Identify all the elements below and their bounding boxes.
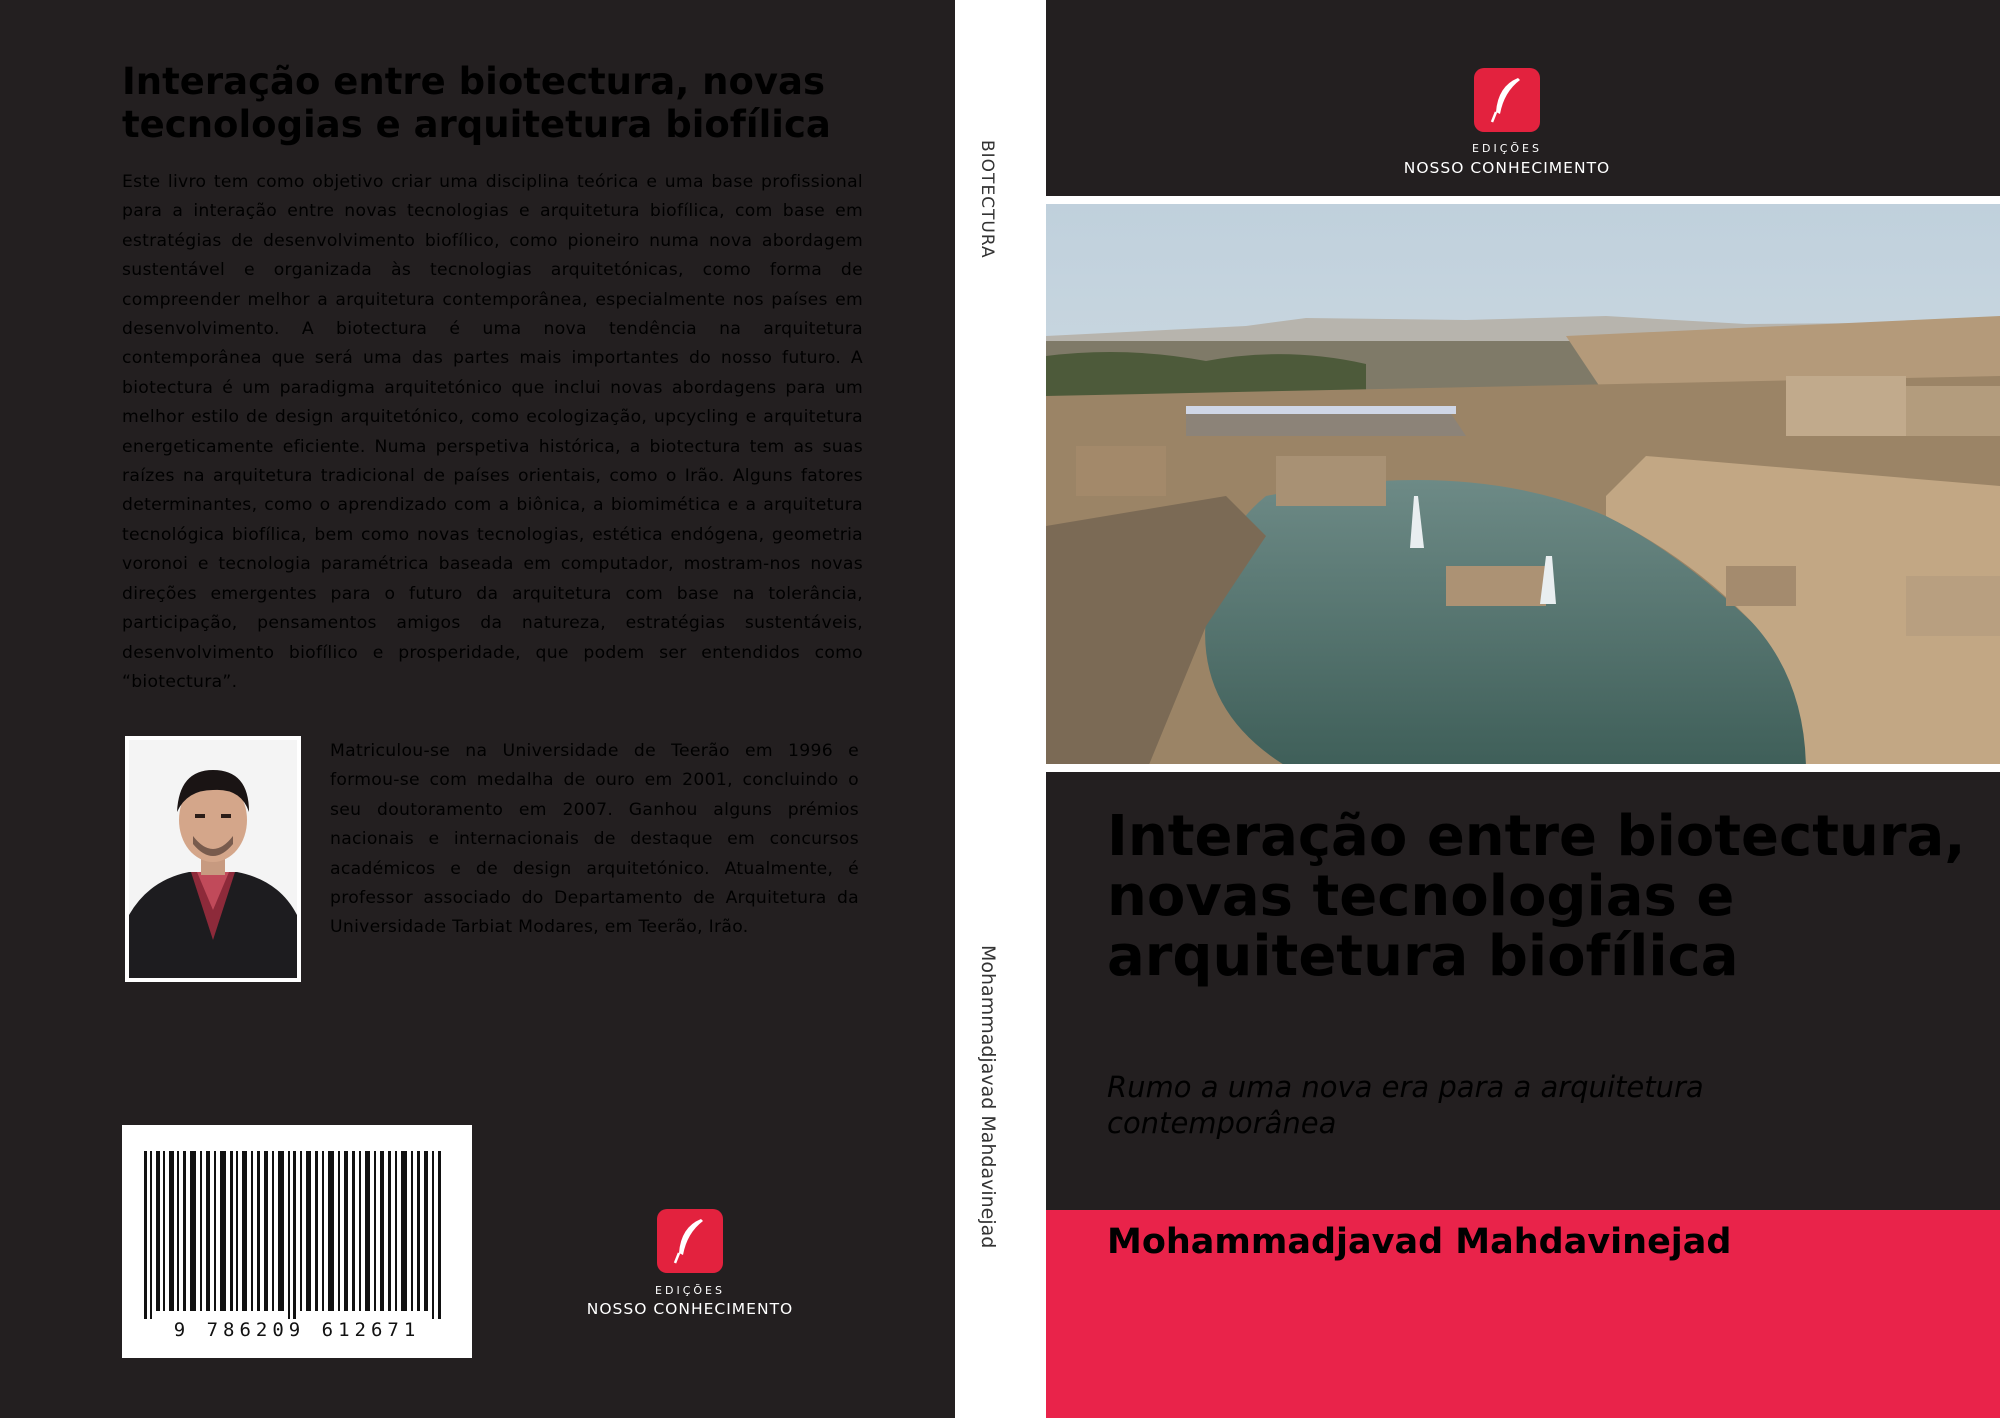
publisher-logo-front xyxy=(1474,68,1540,132)
barcode-bars xyxy=(122,1125,472,1325)
front-cover-title: Interação entre biotectura, novas tecnologias e arquitetura biofílica xyxy=(1107,804,1966,989)
publisher-label-back: EDIÇÕES xyxy=(655,1284,725,1297)
publisher-label-front: EDIÇÕES xyxy=(1472,142,1542,155)
publisher-logo-back xyxy=(657,1209,723,1273)
author-bio: Matriculou-se na Universidade de Teerão em 1996 e formou-se com medalha de ouro em 2001, concluindo o seu doutoramento em 2007. Ganhou alguns prémios nacionais e internacionais de destaque em concursos académicos e de design arquitetónico. Atualmente, é professor associado do Departamento de Arquitetura da Universidade Tarbiat Modares, em Teerão, Irão. xyxy=(330,741,859,938)
spine xyxy=(955,0,1046,1418)
spine-author: Mohammadjavad Mahdavinejad xyxy=(977,945,999,1249)
publisher-name-front: NOSSO CONHECIMENTO xyxy=(1403,159,1611,177)
isbn-digits: 9 786209 612671 xyxy=(173,1319,421,1341)
isbn-barcode xyxy=(122,1125,472,1358)
feather-icon xyxy=(657,1209,723,1273)
front-cover-author: Mohammadjavad Mahdavinejad xyxy=(1107,1222,1732,1262)
back-cover-description: Este livro tem como objetivo criar uma disciplina teórica e uma base profissional para a interação entre novas tecnologias e arquitetura biofílica, com base em estratégias de desenvolvimento biofílico, como pioneiro numa nova abordagem sustentável e organizada às tecnologias arquitetónicas, como forma de compreender melhor a arquitetura contemporânea, especialmente nos países em desenvolvimento. A biotectura é uma nova tendência na arquitetura contemporânea que será uma das partes mais importantes do nosso futuro. A biotectura é um paradigma arquitetónico que inclui novas abordagens para um melhor estilo de design arquitetónico, como ecologização, upcycling e arquitetura energeticamente eficiente. Numa perspetiva histórica, a biotectura tem as suas raízes na arquitetura tradicional de países orientais, como o Irão. Alguns fatores determinantes, como o aprendizado com a biônica, a biomimética e a arquitetura tecnológica biofílica, bem como novas tecnologias, estética endógena, geometria voronoi e tecnologia paramétrica baseada em computador, mostram-nos novas direções emergentes para o futuro da arquitetura com base na tolerância, participação, pensamentos amigos da natureza, estratégias sustentáveis, desenvolvimento biofílico e prosperidade, que podem ser entendidos como “biotectura”. xyxy=(122,172,863,692)
back-cover-title: Interação entre biotectura, novas tecnologias e arquitetura biofílica xyxy=(122,60,831,146)
author-photo xyxy=(125,736,301,982)
publisher-name-back: NOSSO CONHECIMENTO xyxy=(586,1300,794,1318)
front-cover-subtitle: Rumo a uma nova era para a arquitetura contemporânea xyxy=(1107,1070,1704,1140)
landscape-image xyxy=(1046,196,2000,772)
cover-photo xyxy=(1046,196,2000,772)
spine-title: BIOTECTURA xyxy=(977,140,997,259)
feather-icon xyxy=(1474,68,1540,132)
